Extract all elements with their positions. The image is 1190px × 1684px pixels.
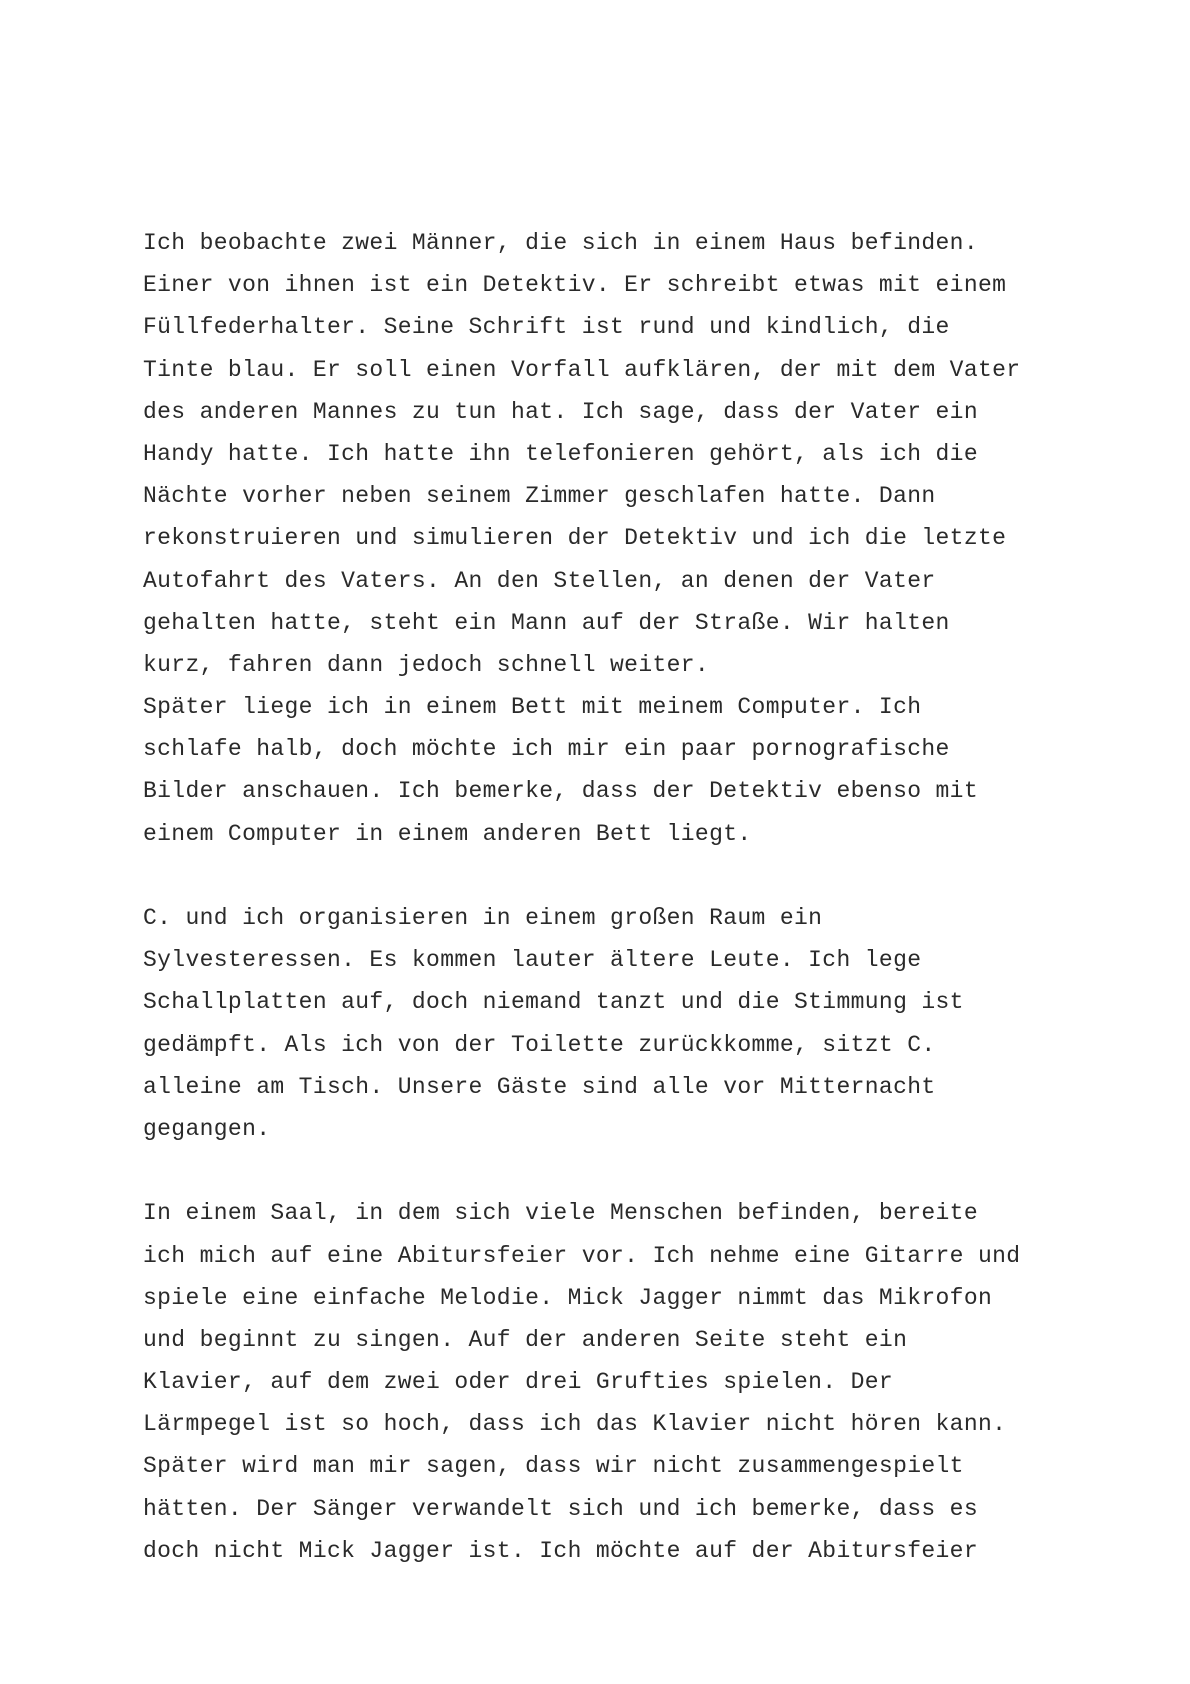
text-line: C. und ich organisieren in einem großen Raum ein	[143, 905, 823, 931]
document-body	[143, 222, 1103, 1572]
paragraph-spacer	[143, 855, 1103, 897]
paragraph-spacer	[143, 1150, 1103, 1192]
text-line: Schallplatten auf, doch niemand tanzt und die Stimmung ist	[143, 989, 964, 1016]
text-line: alleine am Tisch. Unsere Gäste sind alle vor Mitternacht	[143, 1073, 936, 1100]
text-line: Bilder anschauen. Ich bemerke, dass der Detektiv ebenso mit	[143, 778, 978, 805]
paragraph-detective	[143, 222, 1103, 855]
text-line: spiele eine einfache Melodie. Mick Jagger nimmt das Mikrofon	[143, 1284, 993, 1311]
text-line: Sylvesteressen. Es kommen lauter ältere Leute. Ich lege	[143, 947, 922, 974]
text-line: des anderen Mannes zu tun hat. Ich sage, dass der Vater ein	[143, 398, 978, 425]
text-line: Klavier, auf dem zwei oder drei Grufties spielen. Der	[143, 1369, 894, 1396]
text-line: Füllfederhalter. Seine Schrift ist rund und kindlich, die	[143, 314, 950, 341]
text-line: Später wird man mir sagen, dass wir nicht zusammengespielt	[143, 1453, 964, 1480]
text-line: rekonstruieren und simulieren der Detektiv und ich die letzte	[143, 525, 1007, 552]
text-line: einem Computer in einem anderen Bett liegt.	[143, 820, 752, 847]
text-line: Nächte vorher neben seinem Zimmer geschlafen hatte. Dann	[143, 483, 936, 510]
text-line: Später liege ich in einem Bett mit meinem Computer. Ich	[143, 694, 922, 721]
text-line: Einer von ihnen ist ein Detektiv. Er schreibt etwas mit einem	[143, 272, 1007, 299]
text-line: ich mich auf eine Abitursfeier vor. Ich nehme eine Gitarre und	[143, 1242, 1021, 1269]
text-line: doch nicht Mick Jagger ist. Ich möchte auf der Abitursfeier	[143, 1537, 978, 1564]
text-line: und beginnt zu singen. Auf der anderen Seite steht ein	[143, 1326, 908, 1353]
text-line: kurz, fahren dann jedoch schnell weiter.	[143, 651, 710, 678]
text-line: Autofahrt des Vaters. An den Stellen, an denen der Vater	[143, 567, 936, 594]
text-line: Lärmpegel ist so hoch, dass ich das Klavier nicht hören kann.	[143, 1411, 1007, 1438]
text-line: In einem Saal, in dem sich viele Menschen befinden, bereite	[143, 1200, 978, 1227]
text-line: Tinte blau. Er soll einen Vorfall aufklären, der mit dem Vater	[143, 356, 1021, 383]
text-line: hätten. Der Sänger verwandelt sich und ich bemerke, dass es	[143, 1495, 978, 1522]
text-line: schlafe halb, doch möchte ich mir ein paar pornografische	[143, 736, 950, 763]
paragraph-graduation	[143, 1192, 1103, 1572]
text-line: gegangen.	[143, 1115, 271, 1142]
paragraph-new-years-eve	[143, 897, 1103, 1150]
text-line: Ich beobachte zwei Männer, die sich in einem Haus befinden.	[143, 230, 978, 256]
text-line: Handy hatte. Ich hatte ihn telefonieren gehört, als ich die	[143, 440, 978, 467]
text-line: gedämpft. Als ich von der Toilette zurückkomme, sitzt C.	[143, 1031, 936, 1058]
text-line: gehalten hatte, steht ein Mann auf der Straße. Wir halten	[143, 609, 950, 636]
